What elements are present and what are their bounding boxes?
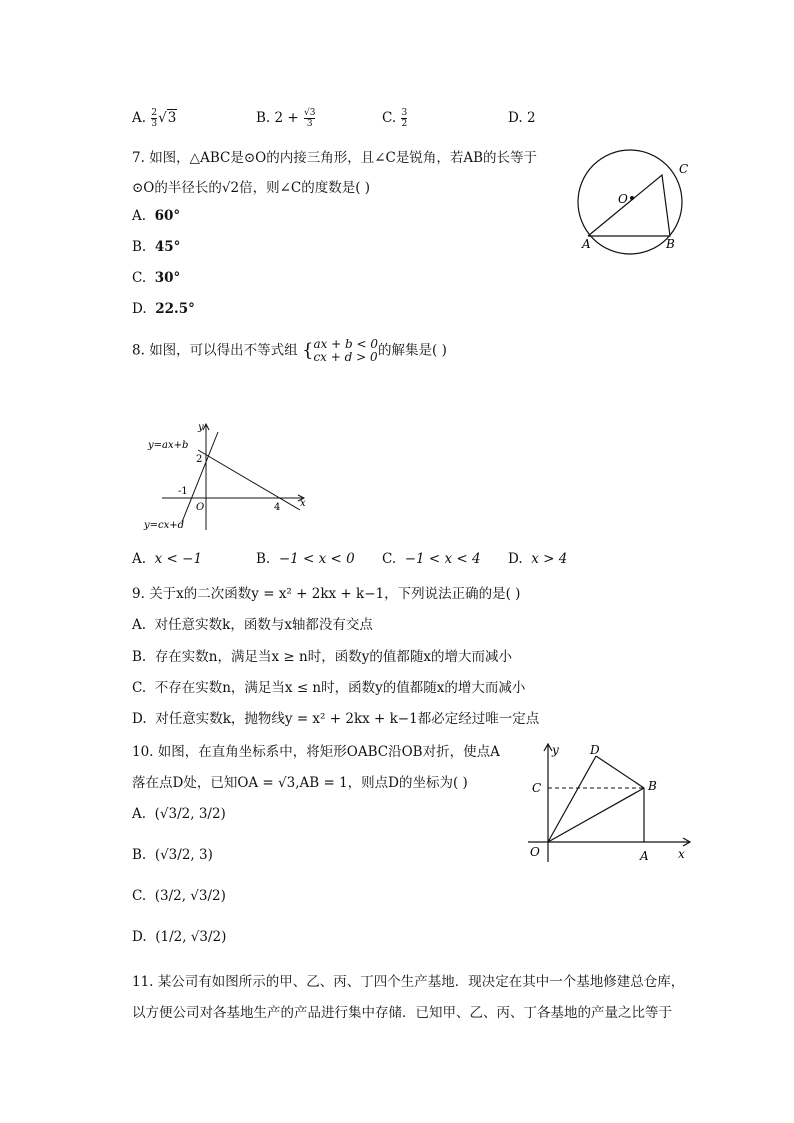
label-y: y (552, 743, 559, 757)
label-c: C (679, 162, 689, 176)
option-value: 60° (154, 208, 181, 224)
q8-option-a[interactable] (132, 551, 202, 567)
label-origin: O (196, 502, 205, 513)
option-value: 存在实数n，满足当x ≥ n时，函数y的值都随x的增大而减小 (154, 649, 512, 665)
q10-option-b[interactable] (132, 847, 213, 863)
q7-stem-line2: ⊙O的半径长的√2倍，则∠C的度数是( ) (132, 180, 371, 196)
label-x: x (300, 498, 306, 509)
option-value: 对任意实数k，函数与x轴都没有交点 (154, 617, 373, 633)
label-b: B (666, 237, 675, 251)
option-label: D. (132, 929, 147, 945)
q10-stem-line1 (132, 740, 500, 760)
fraction (401, 108, 407, 129)
q10-rectangle-figure (522, 738, 698, 866)
option-label: B. (256, 110, 271, 126)
q10-stem-line2: 落在点D处，已知OA = √3,AB = 1，则点D的坐标为( ) (132, 775, 468, 791)
option-label: A. (132, 110, 147, 126)
option-label: C. (132, 888, 147, 904)
triangle-abc (588, 175, 670, 236)
option-value: (3/2, √3/2) (154, 888, 226, 904)
q8-option-b[interactable] (256, 551, 355, 567)
inequality-2: cx + d > 0 (313, 350, 378, 364)
option-label: C. (382, 551, 397, 567)
question-text: 如图，在直角坐标系中，将矩形OABC沿OB对折，使点A (157, 744, 500, 760)
label-c: C (532, 781, 542, 795)
label-x: x (678, 847, 685, 861)
tick-2: 2 (196, 454, 203, 465)
question-number: 11. (132, 974, 154, 990)
inequality-1: ax + b < 0 (313, 337, 379, 351)
radicand: 3 (167, 110, 177, 126)
option-label: A. (132, 806, 147, 822)
tick-neg1: -1 (178, 486, 188, 497)
q7-circle-figure (574, 146, 694, 258)
option-label: B. (132, 239, 147, 255)
fraction (151, 108, 157, 129)
center-dot (630, 196, 634, 200)
option-label: B. (132, 847, 147, 863)
q7-option-b[interactable] (132, 239, 180, 255)
option-value: −1 < x < 0 (278, 551, 355, 567)
label-o: O (530, 845, 540, 859)
question-number: 9. (132, 586, 145, 602)
option-value: −1 < x < 4 (404, 551, 481, 567)
question-text: 某公司有如图所示的甲、乙、丙、丁四个生产基地．现决定在其中一个基地修建总仓库， (157, 974, 685, 990)
q10-option-d[interactable] (132, 929, 226, 945)
q7-option-c[interactable] (132, 270, 180, 286)
q6-option-d[interactable] (508, 110, 536, 126)
option-value: x < −1 (154, 551, 203, 567)
question-number: 8. (132, 342, 145, 359)
q8-option-c[interactable] (382, 551, 481, 567)
q10-option-a[interactable] (132, 806, 226, 822)
option-value: 45° (154, 239, 181, 255)
option-label: C. (132, 680, 147, 696)
denominator: 3 (151, 119, 158, 129)
option-label: D. (508, 551, 523, 567)
label-o: O (618, 192, 628, 206)
label-cx-d: y=cx+d (144, 520, 185, 531)
inequality-system (313, 338, 378, 364)
option-label: D. (508, 110, 523, 126)
segment-db (596, 756, 644, 788)
q7-option-a[interactable] (132, 208, 180, 224)
q9-option-b[interactable] (132, 645, 512, 665)
question-text: 如图，△ABC是⊙O的内接三角形，且∠C是锐角，若AB的长等于 (149, 150, 538, 166)
option-value: (1/2, √3/2) (155, 929, 227, 945)
numerator: 3 (401, 108, 408, 118)
q9-option-c[interactable] (132, 676, 525, 696)
q9-option-d[interactable] (132, 707, 539, 727)
q6-option-c[interactable] (382, 108, 408, 129)
question-text: 关于x的二次函数y = x² + 2kx + k−1，下列说法正确的是( ) (149, 586, 521, 602)
q8-option-d[interactable] (508, 551, 567, 567)
option-label: C. (132, 270, 147, 286)
q8-stem (132, 338, 447, 364)
q7-stem-line1 (132, 146, 537, 166)
label-ax-b: y=ax+b (148, 440, 189, 451)
label-y: y (198, 422, 204, 433)
option-value: 30° (154, 270, 181, 286)
option-value: 对任意实数k，抛物线y = x² + 2kx + k−1都必定经过唯一定点 (155, 711, 540, 727)
option-value: 2 (526, 110, 536, 126)
denominator: 3 (304, 118, 315, 129)
q7-option-d[interactable] (132, 301, 195, 317)
label-a: A (582, 237, 591, 251)
label-a: A (640, 849, 649, 863)
option-label: A. (132, 617, 147, 633)
q6-option-a[interactable] (132, 108, 177, 129)
numerator: 2 (151, 108, 158, 118)
option-value: (√3/2, 3/2) (154, 806, 226, 822)
option-label: D. (132, 301, 147, 317)
question-text: 的解集是( ) (378, 342, 447, 359)
numerator: √3 (304, 108, 316, 118)
brace: { (301, 340, 314, 361)
option-label: A. (132, 551, 147, 567)
q10-option-c[interactable] (132, 888, 226, 904)
option-label: B. (132, 649, 147, 665)
q6-option-b[interactable] (256, 108, 316, 129)
option-label: A. (132, 208, 147, 224)
denominator: 2 (401, 119, 408, 129)
question-number: 7. (132, 150, 145, 166)
q8-graph-figure (142, 418, 312, 533)
q11-stem-line2: 以方便公司对各基地生产的产品进行集中存储．已知甲、乙、丙、丁各基地的产量之比等于 (132, 1005, 672, 1021)
option-label: B. (256, 551, 271, 567)
option-label: D. (132, 711, 147, 727)
option-value: x > 4 (531, 551, 568, 567)
question-number: 10. (132, 744, 154, 760)
question-text: 如图，可以得出不等式组 (149, 342, 298, 359)
tick-4: 4 (274, 502, 281, 513)
label-d: D (590, 743, 600, 757)
radical-sign: √ (158, 110, 167, 126)
option-label: C. (382, 110, 397, 126)
option-value: 不存在实数n，满足当x ≤ n时，函数y的值都随x的增大而减小 (154, 680, 526, 696)
q9-option-a[interactable] (132, 613, 373, 633)
term: 2 + (274, 110, 299, 126)
fraction (304, 108, 315, 129)
option-value: (√3/2, 3) (154, 847, 213, 863)
label-b: B (648, 779, 657, 793)
q9-stem (132, 582, 520, 602)
q11-stem-line1 (132, 970, 684, 990)
line-ax-b (198, 450, 300, 510)
option-value: 22.5° (155, 301, 195, 317)
